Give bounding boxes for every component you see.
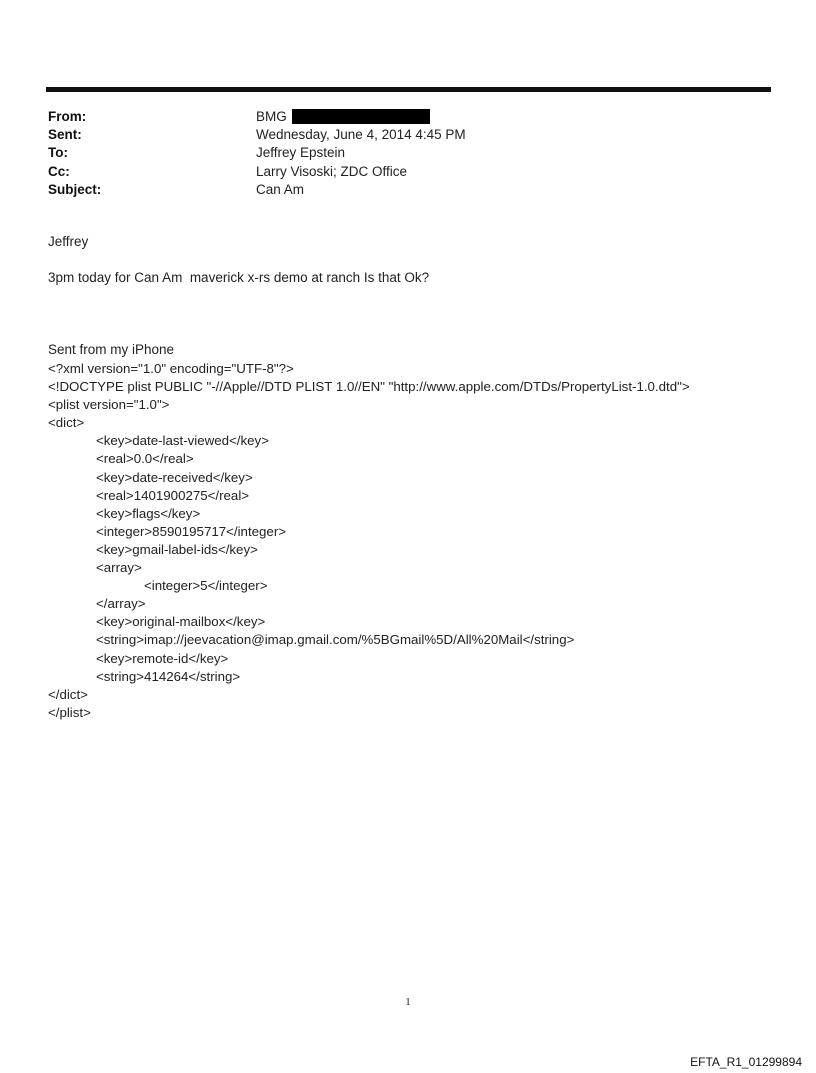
sent-row (48, 126, 748, 144)
message-body: 3pm today for Can Am maverick x-rs demo at ranch Is that Ok? (48, 270, 430, 285)
plist-line: <key>date-last-viewed</key> (96, 433, 269, 449)
document-id: EFTA_R1_01299894 (690, 1055, 802, 1069)
email-header (48, 108, 748, 199)
plist-line: <key>flags</key> (96, 505, 201, 521)
plist-line: <string>414264</string> (96, 668, 241, 684)
plist-line: <!DOCTYPE plist PUBLIC "-//Apple//DTD PLIST 1.0//EN" "http://www.apple.com/DTDs/PropertyList-1.0.dtd"> (48, 379, 690, 395)
from-value (256, 108, 430, 126)
subject-label: Subject: (48, 181, 102, 197)
plist-line: <integer>8590195717</integer> (96, 523, 287, 539)
plist-line: </dict> (48, 686, 88, 702)
cc-value: Larry Visoski; ZDC Office (256, 163, 408, 179)
subject-value: Can Am (256, 181, 305, 197)
plist-line: </plist> (48, 704, 91, 720)
plist-line: <array> (96, 560, 142, 576)
to-row (48, 144, 748, 162)
to-value: Jeffrey Epstein (256, 145, 346, 161)
from-name: BMG (256, 109, 287, 124)
sent-value: Wednesday, June 4, 2014 4:45 PM (256, 127, 466, 143)
subject-row (48, 181, 748, 199)
plist-line: <real>1401900275</real> (96, 487, 250, 503)
header-divider (46, 87, 771, 92)
cc-label: Cc: (48, 163, 70, 179)
redaction-block (292, 109, 430, 124)
plist-line: <key>date-received</key> (96, 469, 253, 485)
greeting: Jeffrey (48, 234, 89, 249)
cc-row (48, 163, 748, 181)
plist-line: <key>remote-id</key> (96, 650, 229, 666)
plist-line: </array> (96, 596, 146, 612)
sent-label: Sent: (48, 127, 82, 143)
plist-line: <key>gmail-label-ids</key> (96, 541, 258, 557)
plist-line: <key>original-mailbox</key> (96, 614, 266, 630)
plist-line: <integer>5</integer> (144, 578, 268, 594)
page-number: 1 (405, 996, 411, 1008)
plist-block (48, 360, 690, 722)
plist-line: <?xml version="1.0" encoding="UTF-8"?> (48, 361, 294, 376)
plist-line: <real>0.0</real> (96, 451, 194, 467)
to-label: To: (48, 145, 68, 161)
plist-line: <string>imap://jeevacation@imap.gmail.com/%5BGmail%5D/All%20Mail</string> (96, 632, 575, 648)
from-label: From: (48, 109, 87, 124)
from-row (48, 108, 748, 126)
signature: Sent from my iPhone (48, 342, 175, 357)
plist-line: <dict> (48, 415, 85, 431)
plist-line: <plist version="1.0"> (48, 397, 170, 413)
